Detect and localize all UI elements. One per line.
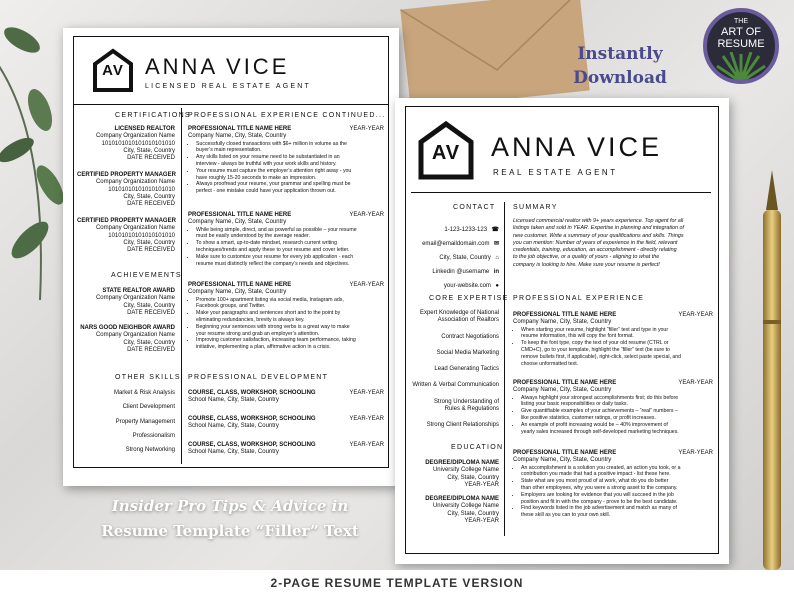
- job-title: PROFESSIONAL TITLE NAME HERE: [188, 282, 292, 288]
- job-entry: [188, 282, 384, 351]
- course-school: School Name, City, State, Country: [188, 397, 279, 404]
- contact-address: City, State, Country ⌂: [439, 255, 499, 261]
- job-bullets: [188, 297, 384, 351]
- skill-item: Property Management: [115, 418, 175, 425]
- back-subtitle: LICENSED REAL ESTATE AGENT: [145, 83, 311, 90]
- tips-line-1: Insider Pro Tips & Advice in: [111, 497, 349, 515]
- job-bullet: • Employers are looking for evidence that you will succeed in the job position and fit in with the company - prove to be the best candidate.: [521, 492, 713, 506]
- cert-id: 10101010101010101010: [108, 186, 175, 193]
- contact-linkedin[interactable]: Linkedin @username in: [432, 269, 499, 275]
- job-entry: [513, 312, 713, 367]
- achievement-item: [77, 325, 175, 354]
- job-bullet: • Beginning your sentences with strong verbs is a great way to make your resume strong and grab an employer’s attention.: [196, 324, 384, 338]
- expertise-heading: CORE EXPERTISE: [429, 295, 509, 302]
- badge-line1: THE: [734, 18, 748, 25]
- job-bullet: • State what are you most proud of at work, what do you do better than other employees, why you were a strong asset to the company.: [521, 478, 713, 492]
- achievement-item: [77, 288, 175, 317]
- column-divider: [504, 202, 505, 536]
- education-item: [405, 460, 499, 489]
- art-of-resume-badge: [703, 8, 779, 84]
- school-location: City, State, Country: [447, 510, 499, 517]
- expertise-item: Strong Client Relationships: [426, 422, 499, 429]
- job-title: PROFESSIONAL TITLE NAME HERE: [513, 312, 617, 318]
- job-bullet: • To show a smart, up-to-date mindset, research current writing techniques/trends and apply these to your resume and cover letter.: [196, 240, 384, 254]
- resume-page-2: [63, 28, 399, 486]
- badge-line3: RESUME: [717, 38, 765, 50]
- experience-continued-heading: PROFESSIONAL EXPERIENCE CONTINUED...: [188, 112, 386, 119]
- expertise-item: Rules & Regulations: [444, 406, 499, 413]
- job-bullet: • Always highlight your strongest accomplishments first; do this before listing your basic responsibilities or daily tasks.: [521, 395, 713, 409]
- monogram-text: AV: [431, 142, 461, 164]
- expertise-item: Association of Realtors: [437, 317, 499, 324]
- job-bullet: • Give quantifiable examples of your achievements – “real” numbers – like positive statistics, customer ratings, or profit increases.: [521, 408, 713, 422]
- summary-line: listings taken and sold in YEAR. Expertise in planning and integration of: [513, 225, 685, 232]
- job-bullet: • While being simple, direct, and as powerful as possible – your resume must be easily understood by the average reader.: [196, 227, 384, 241]
- contact-heading: CONTACT: [453, 204, 496, 211]
- badge-line2: ART OF: [721, 26, 761, 38]
- school-name: University College Name: [432, 467, 499, 474]
- job-entry: [513, 450, 713, 519]
- development-item: [188, 390, 384, 405]
- instantly-label: Instantly: [577, 44, 663, 64]
- job-title: PROFESSIONAL TITLE NAME HERE: [188, 126, 292, 132]
- cert-item: [77, 126, 175, 162]
- job-bullet: • An accomplishment is a solution you created, an action you took, or a contribution you made that had a positive impact - list these here.: [521, 465, 713, 479]
- cert-org: Company Organization Name: [95, 225, 175, 232]
- job-bullet: • Find keywords listed in the job advertisement and match as many of these skill as you can to your own skill.: [521, 505, 713, 519]
- course-title: COURSE, CLASS, WORKSHOP, SCHOOLING: [188, 442, 316, 448]
- job-years: YEAR-YEAR: [349, 212, 384, 218]
- education-item: [405, 496, 499, 525]
- cert-title: CERTIFIED PROPERTY MANAGER: [77, 218, 176, 224]
- job-entry: [513, 380, 713, 435]
- job-entry: [188, 126, 384, 195]
- job-bullets: [188, 141, 384, 195]
- cert-id: 1010101010101010101010: [101, 140, 175, 147]
- achievement-title: NARS GOOD NEIGHBOR AWARD: [80, 325, 175, 331]
- phone-icon: ☎: [491, 227, 499, 233]
- contact-email[interactable]: email@emaildomain.com ✉: [422, 241, 499, 247]
- gold-pen-icon: [750, 170, 794, 570]
- achievement-date: DATE RECEIVED: [127, 346, 175, 353]
- email-icon: ✉: [493, 241, 499, 247]
- instantly-download-text: [565, 42, 675, 90]
- achievement-org: Company Organization Name: [95, 295, 175, 302]
- tips-text: [60, 494, 400, 544]
- monogram-text: AV: [102, 62, 124, 79]
- job-bullets: [513, 465, 713, 519]
- job-company: Company Name, City, State, Country: [513, 319, 612, 326]
- job-years: YEAR-YEAR: [349, 126, 384, 132]
- course-years: YEAR-YEAR: [349, 390, 384, 396]
- job-title: PROFESSIONAL TITLE NAME HERE: [188, 212, 292, 218]
- development-heading: PROFESSIONAL DEVELOPMENT: [188, 374, 329, 381]
- job-bullet: • Always proofread your resume, your grammar and spelling must be perfect - one mistake could have your application thrown out.: [196, 181, 384, 195]
- development-item: [188, 416, 384, 431]
- school-location: City, State, Country: [447, 474, 499, 481]
- achievement-location: City, State, Country: [123, 339, 175, 346]
- school-years: YEAR-YEAR: [464, 481, 499, 488]
- expertise-item: Contract Negotiations: [441, 333, 499, 340]
- tips-line-2: Resume Template “Filler” Text: [101, 522, 359, 540]
- degree-name: DEGREE/DIPLOMA NAME: [425, 460, 499, 466]
- achievement-date: DATE RECEIVED: [127, 309, 175, 316]
- job-years: YEAR-YEAR: [678, 380, 713, 386]
- back-name: ANNA VICE: [145, 54, 290, 79]
- envelope-flap-icon: [400, 0, 589, 109]
- resume-page-1: [395, 98, 729, 564]
- contact-website[interactable]: your-website.com ●: [443, 283, 499, 289]
- expertise-item: Lead Generating Tactics: [434, 366, 499, 373]
- job-bullet: • Improving customer satisfaction, increasing team performance, taking initiative, implementing a plan, affirmative action in a crisis.: [196, 337, 384, 351]
- job-years: YEAR-YEAR: [678, 450, 713, 456]
- job-company: Company Name, City, State, Country: [513, 387, 612, 394]
- expertise-item: Written & Verbal Communication: [412, 382, 499, 389]
- cert-date: DATE RECEIVED: [127, 247, 175, 254]
- achievement-title: STATE REALTOR AWARD: [102, 288, 175, 294]
- skill-item: Client Development: [122, 404, 175, 411]
- job-bullet: • Successfully closed transactions with $6+ million in volume as the buyer’s main representation.: [196, 141, 384, 155]
- job-company: Company Name, City, State, Country: [188, 289, 287, 296]
- course-years: YEAR-YEAR: [349, 442, 384, 448]
- cert-date: DATE RECEIVED: [127, 201, 175, 208]
- certifications-heading: CERTIFICATIONS: [115, 112, 191, 119]
- summary-heading: SUMMARY: [513, 204, 558, 211]
- job-bullet: • Any skills listed on your resume need to be substantiated in an interview - always be truthful with your work skills and history.: [196, 154, 384, 168]
- job-years: YEAR-YEAR: [349, 282, 384, 288]
- home-icon: ⌂: [495, 255, 499, 261]
- plant-icon: [713, 52, 769, 82]
- job-entry: [188, 212, 384, 267]
- job-bullet: • When starting your resume, highlight “filler” text and type in your resume information, this will copy the font format.: [521, 327, 713, 341]
- job-years: YEAR-YEAR: [678, 312, 713, 318]
- skill-item: Strong Networking: [125, 447, 175, 454]
- job-bullet: • Make sure to customize your resume for every job application - each resume must distinctly reflect the company’s needs and objectives.: [196, 254, 384, 268]
- job-bullets: [513, 395, 713, 436]
- cert-location: City, State, Country: [123, 147, 175, 154]
- job-bullet: • Make your paragraphs and sentences short and to the point by eliminating redundancies, brevity is always key.: [196, 310, 384, 324]
- cert-title: LICENSED REALTOR: [114, 126, 175, 132]
- summary-line: to the job objective, or a quality of yours - aligning to what the: [513, 254, 660, 261]
- skill-item: Market & Risk Analysis: [113, 390, 175, 396]
- front-subtitle: REAL ESTATE AGENT: [493, 168, 618, 177]
- cert-item: [77, 172, 175, 208]
- globe-icon: ●: [495, 283, 499, 289]
- school-name: University College Name: [432, 503, 499, 510]
- job-bullet: • An example of profit increasing would be – 40% improvement of yearly sales increased through self-developed marketing techniques.: [521, 422, 713, 436]
- column-divider: [181, 108, 182, 464]
- cert-title: CERTIFIED PROPERTY MANAGER: [77, 172, 176, 178]
- summary-line: credentials, training, education, an accomplishment - directly relating: [513, 247, 677, 254]
- expertise-item: Strong Understanding of: [433, 398, 499, 405]
- course-years: YEAR-YEAR: [349, 416, 384, 422]
- expertise-list: [405, 310, 499, 430]
- envelope: [400, 0, 589, 109]
- achievement-location: City, State, Country: [123, 302, 175, 309]
- job-bullets: [188, 227, 384, 268]
- front-name: ANNA VICE: [491, 132, 663, 162]
- expertise-item: Expert Knowledge of National: [419, 310, 499, 316]
- cert-item: [77, 218, 175, 254]
- job-title: PROFESSIONAL TITLE NAME HERE: [513, 380, 617, 386]
- cert-location: City, State, Country: [123, 193, 175, 200]
- contact-list: [409, 218, 499, 288]
- job-bullet: • Promote 100+ apartment listing via social media, Instagram ads, Facebook groups, and Twitter.: [196, 297, 384, 311]
- skills-heading: OTHER SKILLS: [115, 374, 181, 381]
- linkedin-icon: in: [493, 269, 499, 275]
- experience-heading: PROFESSIONAL EXPERIENCE: [513, 295, 645, 302]
- header-divider: [411, 192, 711, 193]
- skills-list: [77, 390, 175, 454]
- download-label: Download: [573, 68, 667, 88]
- course-title: COURSE, CLASS, WORKSHOP, SCHOOLING: [188, 390, 316, 396]
- development-item: [188, 442, 384, 457]
- job-bullet: • To keep the font type, copy the text of your old resume (CTRL or CMD+C), go to your template, highlight the “filler” text (be sure to remove bullets first, if applicable), right-click, select paste special, and choose unformatted text.: [521, 340, 713, 367]
- summary-line: company is looking to hire. Make sure your resume is perfect!: [513, 261, 660, 268]
- school-years: YEAR-YEAR: [464, 517, 499, 524]
- cert-location: City, State, Country: [123, 239, 175, 246]
- job-title: PROFESSIONAL TITLE NAME HERE: [513, 450, 617, 456]
- degree-name: DEGREE/DIPLOMA NAME: [425, 496, 499, 502]
- cert-date: DATE RECEIVED: [127, 155, 175, 162]
- cert-org: Company Organization Name: [95, 133, 175, 140]
- summary-text: [513, 218, 715, 269]
- summary-line: you can mention: Number of years of experience in the field, relevant: [513, 239, 678, 246]
- summary-line: Licensed commercial realtor with 9+ years experience. Top agent for all: [513, 218, 684, 224]
- header-divider: [73, 104, 389, 105]
- course-title: COURSE, CLASS, WORKSHOP, SCHOOLING: [188, 416, 316, 422]
- job-company: Company Name, City, State, Country: [188, 219, 287, 226]
- cert-id: 10101010101010101010: [108, 232, 175, 239]
- footer-banner: 2-PAGE RESUME TEMPLATE VERSION: [0, 570, 794, 596]
- skill-item: Professionalism: [132, 432, 175, 439]
- course-school: School Name, City, State, Country: [188, 423, 279, 430]
- job-company: Company Name, City, State, Country: [188, 133, 287, 140]
- job-company: Company Name, City, State, Country: [513, 457, 612, 464]
- contact-phone[interactable]: 1-123-1233-123 ☎: [444, 227, 499, 233]
- job-bullet: • Your resume must capture the employer’s attention right away - you have roughly 15-20 seconds to make an impression.: [196, 168, 384, 182]
- course-school: School Name, City, State, Country: [188, 449, 279, 456]
- education-heading: EDUCATION: [451, 444, 504, 451]
- job-bullets: [513, 327, 713, 368]
- expertise-item: Social Media Marketing: [436, 349, 499, 356]
- summary-line: new customer. Write a summary of your qualifications and skills. Things: [513, 232, 684, 239]
- achievement-org: Company Organization Name: [95, 332, 175, 339]
- cert-org: Company Organization Name: [95, 179, 175, 186]
- achievements-heading: ACHIEVEMENTS: [111, 272, 182, 279]
